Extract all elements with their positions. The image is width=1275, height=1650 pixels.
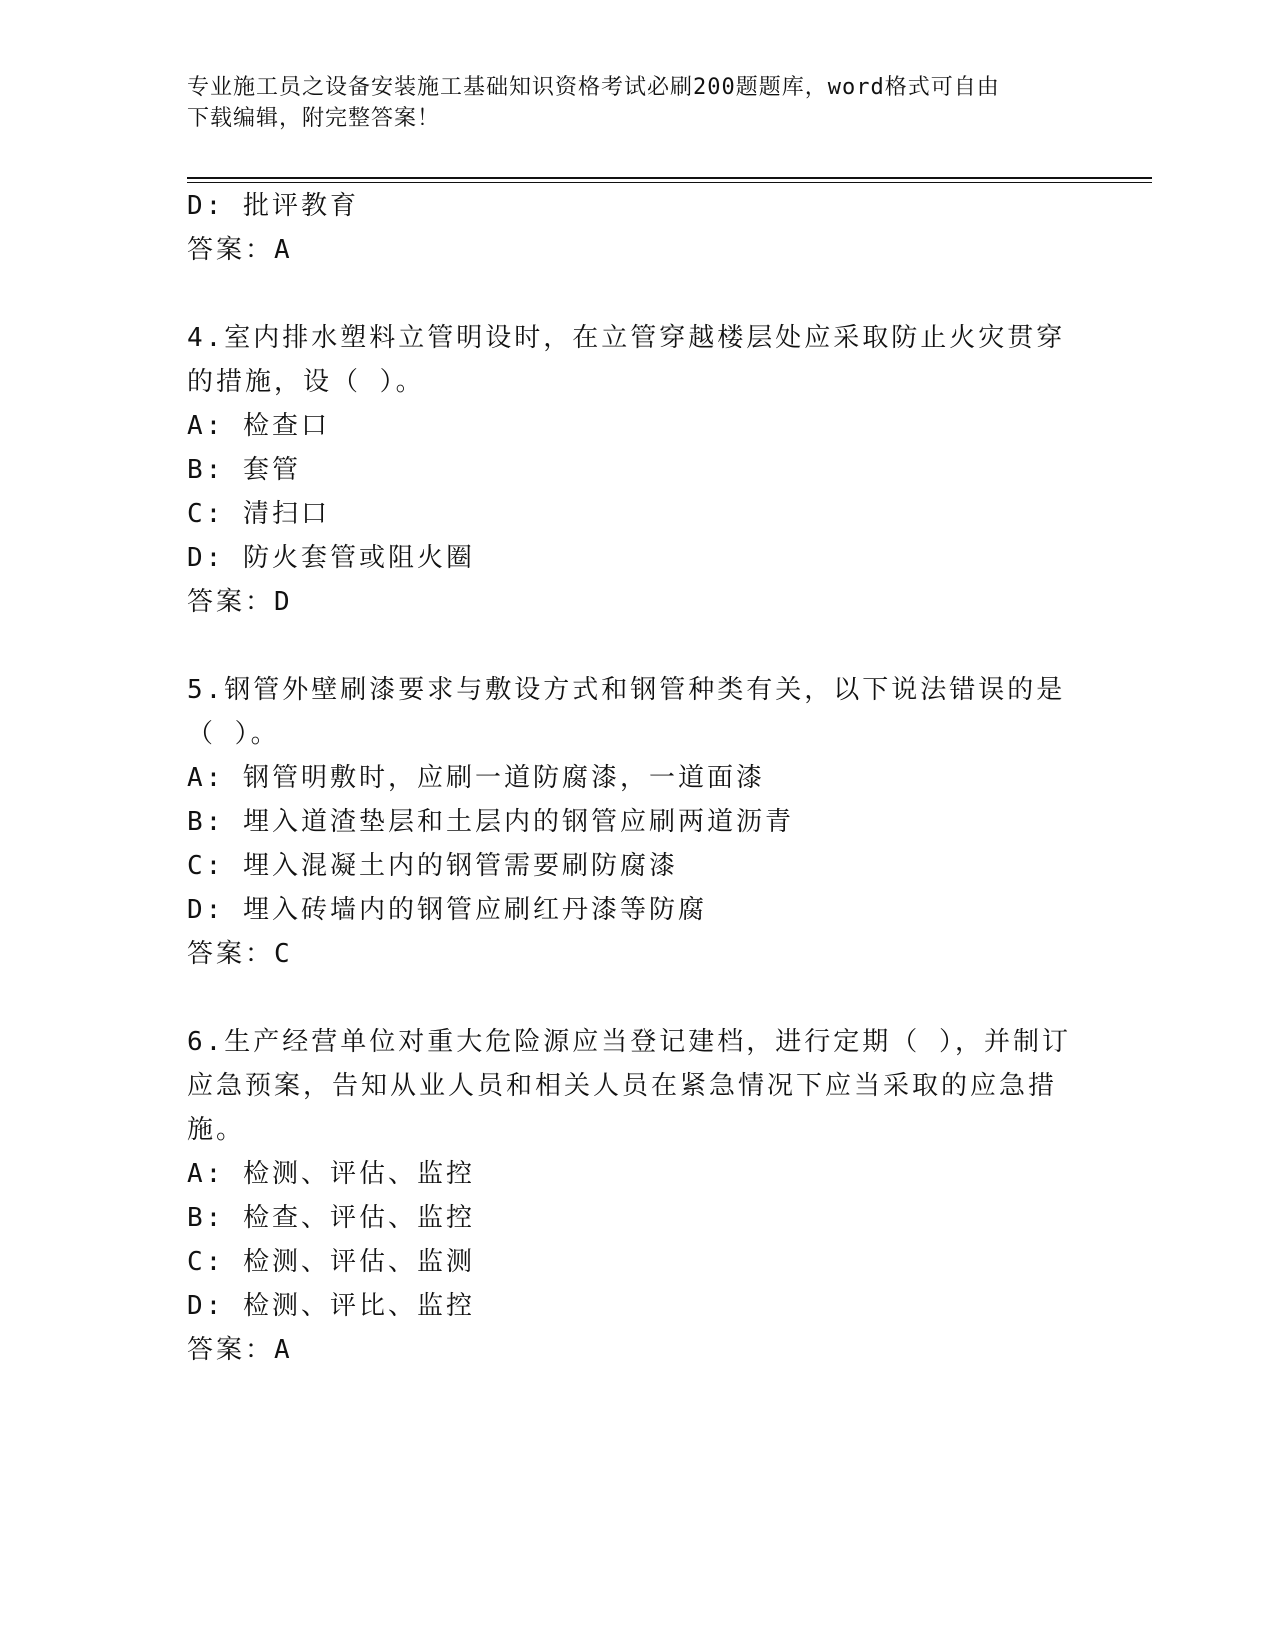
q6-option-d: D: 检测、评比、监控 (187, 1291, 475, 1321)
header-divider-thick (187, 177, 1152, 179)
q4-option-a: A: 检查口 (187, 411, 330, 441)
header-line-2: 下载编辑，附完整答案！ (187, 106, 441, 131)
q5-option-a: A: 钢管明敷时，应刷一道防腐漆，一道面漆 (187, 763, 765, 793)
q4-answer: 答案：D (187, 587, 293, 617)
q5-answer: 答案：C (187, 939, 293, 969)
q5-stem-line-1: 5.钢管外壁刷漆要求与敷设方式和钢管种类有关，以下说法错误的是 (187, 675, 1066, 705)
q6-option-b: B: 检查、评估、监控 (187, 1203, 475, 1233)
header-line-1: 专业施工员之设备安装施工基础知识资格考试必刷200题题库，word格式可自由 (187, 75, 1000, 100)
q4-stem-line-2: 的措施，设（ ）。 (187, 367, 425, 397)
q6-answer: 答案：A (187, 1335, 293, 1365)
q5-option-b: B: 埋入道渣垫层和土层内的钢管应刷两道沥青 (187, 807, 794, 837)
document-header (187, 72, 1067, 134)
q6-stem-line-3: 施。 (187, 1115, 246, 1145)
q6-option-a: A: 检测、评估、监控 (187, 1159, 475, 1189)
header-divider-thin (187, 182, 1152, 183)
q4-stem-line-1: 4.室内排水塑料立管明设时，在立管穿越楼层处应采取防止火灾贯穿 (187, 323, 1066, 353)
q4-option-d: D: 防火套管或阻火圈 (187, 543, 475, 573)
q6-stem-line-2: 应急预案，告知从业人员和相关人员在紧急情况下应当采取的应急措 (187, 1071, 1058, 1101)
q6-stem-line-1: 6.生产经营单位对重大危险源应当登记建档，进行定期（ ），并制订 (187, 1027, 1071, 1057)
q3-option-d: D: 批评教育 (187, 191, 359, 221)
q6-option-c: C: 检测、评估、监测 (187, 1247, 475, 1277)
q5-stem-line-2: （ ）。 (187, 719, 280, 749)
q4-option-b: B: 套管 (187, 455, 301, 485)
q3-answer: 答案：A (187, 235, 293, 265)
q5-option-d: D: 埋入砖墙内的钢管应刷红丹漆等防腐 (187, 895, 707, 925)
q5-option-c: C: 埋入混凝土内的钢管需要刷防腐漆 (187, 851, 678, 881)
q4-option-c: C: 清扫口 (187, 499, 330, 529)
